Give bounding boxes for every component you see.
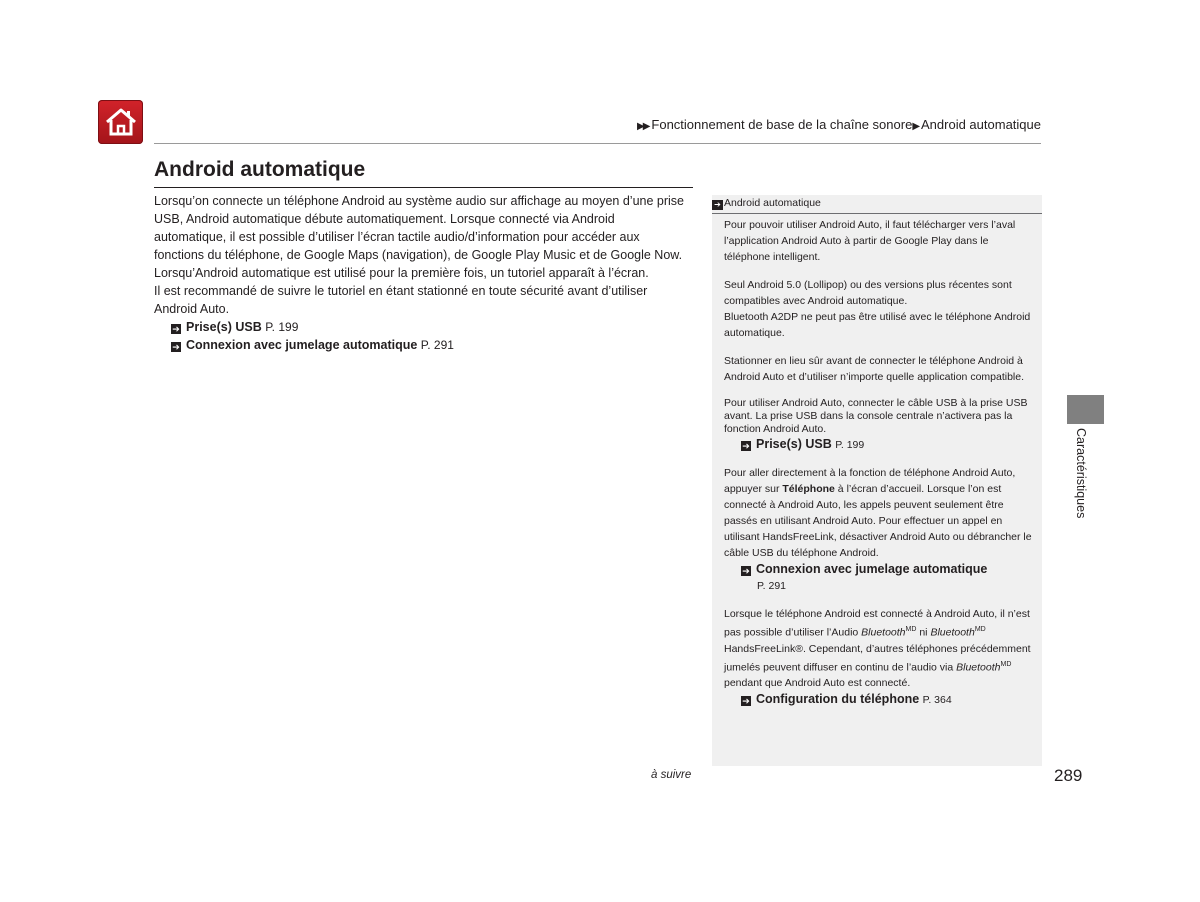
ui-label-telephone: Téléphone	[782, 483, 835, 495]
breadcrumb-item[interactable]: Fonctionnement de base de la chaîne sonore	[651, 117, 913, 132]
breadcrumb-item[interactable]: Android automatique	[921, 117, 1041, 132]
body-paragraph: Il est recommandé de suivre le tutoriel en étant stationné en toute sécurité avant d’utiliser Android Auto.	[154, 284, 648, 316]
note-paragraph	[724, 465, 1034, 561]
note-text: MD	[905, 626, 917, 633]
note-paragraph: Bluetooth A2DP ne peut pas être utilisé avec le téléphone Android automatique.	[724, 311, 1031, 339]
breadcrumb-arrow-icon: ▶	[912, 121, 919, 132]
section-tab-label: Caractéristiques	[1074, 428, 1088, 519]
cross-reference-link[interactable]	[724, 561, 1034, 594]
breadcrumb	[637, 117, 1041, 132]
note-text: à l’écran d’accueil. Lorsque l’on est connecté à Android Auto, les appels peuvent seulement être passés en utilisant Android Auto. Pour effectuer un appel en utilisant HandsFreeLink, désactiver Android Auto ou débrancher le câble USB du téléphone Android.	[724, 483, 1032, 559]
sidebar-header	[712, 195, 1042, 214]
reference-page: P. 199	[265, 320, 299, 334]
home-icon	[104, 107, 138, 137]
note-text: ni	[916, 626, 931, 639]
cross-reference-link[interactable]	[724, 436, 1034, 453]
reference-label: Connexion avec jumelage automatique	[756, 562, 988, 576]
note-text: MD	[1000, 660, 1012, 668]
main-content	[154, 192, 690, 354]
note-marker-icon: ➔	[712, 200, 723, 210]
breadcrumb-arrow-icon: ▶▶	[637, 121, 649, 132]
reference-arrow-icon: ➔	[172, 342, 180, 352]
reference-arrow-icon: ➔	[742, 566, 750, 576]
reference-page: P. 199	[835, 439, 865, 451]
cross-reference-link[interactable]	[724, 691, 1034, 708]
home-button[interactable]	[98, 100, 143, 144]
reference-page: P. 291	[420, 338, 454, 352]
sidebar-body	[724, 217, 1034, 720]
reference-arrow-icon: ➔	[742, 696, 750, 706]
reference-label: Configuration du téléphone	[756, 692, 920, 706]
reference-arrow-icon: ➔	[172, 324, 180, 334]
note-text: pendant que Android Auto est connecté.	[724, 677, 911, 689]
note-text: Pour aller directement à la fonction de téléphone Android Auto, appuyer sur	[724, 467, 1016, 495]
cross-reference-link[interactable]	[154, 318, 690, 336]
note-paragraph: Pour pouvoir utiliser Android Auto, il faut télécharger vers l’aval l’application Android Auto à partir de Google Play dans le téléphone intelligent.	[724, 219, 1016, 263]
reference-label: Connexion avec jumelage automatique	[186, 338, 418, 352]
body-paragraph: Lorsqu’on connecte un téléphone Android au système audio sur affichage au moyen d’une prise USB, Android automatique débute automatiquement. Lorsque connecté via Android automatique, il est possible d’utiliser l’écran tactile audio/d’information pour accéder aux fonctions du téléphone, de Google Maps (navigation), de Google Play Music et de Google Now. Lorsqu’Android automatique est utilisé pour la première fois, un tutoriel apparaît à l’écran.	[154, 194, 684, 280]
note-text: Lorsque le téléphone Android est connecté à Android Auto, il n’est pas possible d’utiliser l’Audio	[724, 608, 1030, 639]
note-text: MD	[974, 626, 986, 633]
continue-note: à suivre	[651, 769, 692, 781]
sidebar-notes	[712, 195, 1042, 766]
note-text: Bluetooth	[956, 661, 1001, 673]
reference-label: Prise(s) USB	[756, 437, 832, 451]
note-text: Bluetooth	[930, 626, 975, 639]
title-rule	[154, 187, 693, 188]
section-tab[interactable]	[1067, 395, 1104, 424]
cross-reference-link[interactable]	[154, 336, 690, 354]
reference-page: P. 291	[757, 580, 787, 592]
note-paragraph: Seul Android 5.0 (Lollipop) ou des versions plus récentes sont compatibles avec Android automatique.	[724, 279, 1012, 307]
note-paragraph: Pour utiliser Android Auto, connecter le câble USB à la prise USB avant. La prise USB dans la console centrale n’activera pas la fonction Android Auto.	[724, 397, 1028, 435]
note-paragraph: Stationner en lieu sûr avant de connecter le téléphone Android à Android Auto et d’utiliser n’importe quelle application compatible.	[724, 355, 1025, 383]
page-title: Android automatique	[154, 158, 366, 181]
note-paragraph	[724, 606, 1034, 691]
reference-arrow-icon: ➔	[742, 441, 750, 451]
header-rule	[154, 143, 1041, 144]
reference-page: P. 364	[922, 694, 952, 706]
reference-label: Prise(s) USB	[186, 320, 262, 334]
sidebar-header-label: Android automatique	[724, 197, 821, 209]
note-text: HandsFreeLink®. Cependant, d’autres téléphones précédemment jumelés peuvent diffuser en continu de l’audio via	[724, 642, 1031, 673]
note-text: Bluetooth	[861, 626, 906, 639]
page-number: 289	[1054, 766, 1083, 785]
